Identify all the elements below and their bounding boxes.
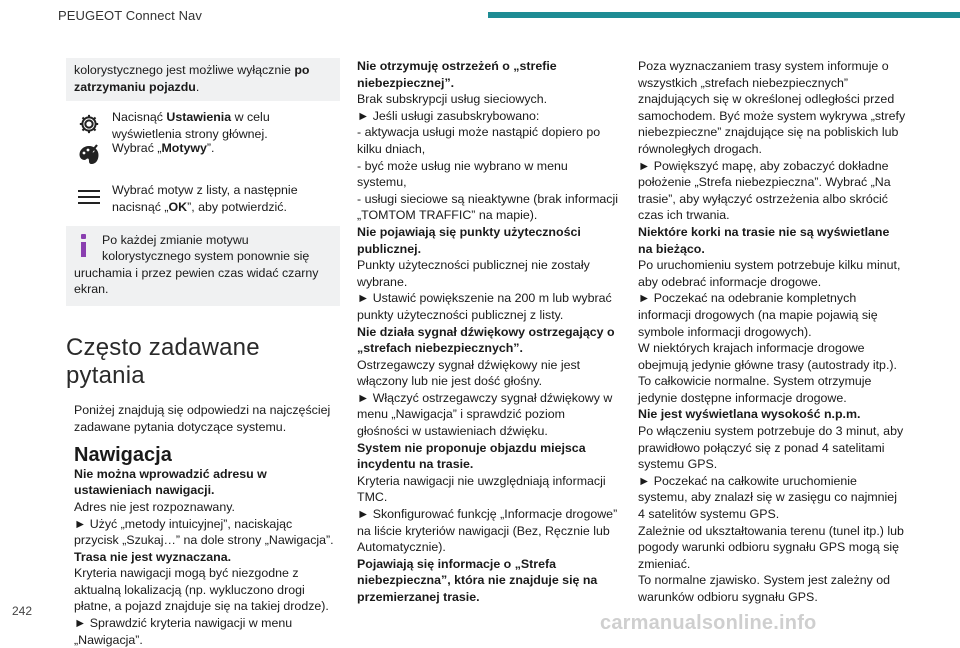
page-number: 242 bbox=[12, 604, 33, 618]
faq-answer-line: To całkowicie normalne. System otrzymuje jedynie dostępne informacje drogowe. bbox=[638, 374, 872, 405]
faq-question: System nie proponuje objazdu miejsca incydentu na trasie. bbox=[357, 440, 586, 472]
header-title: PEUGEOT Connect Nav bbox=[58, 8, 202, 23]
info-icon bbox=[78, 234, 88, 258]
faq-answer-line: Ostrzegawczy sygnał dźwiękowy nie jest włączony lub nie jest dość głośny. bbox=[357, 357, 581, 389]
faq-intro: Poniżej znajdują się odpowiedzi na najczęściej zadawane pytania dotyczące systemu. bbox=[74, 402, 331, 434]
faq-answer-line: ► Poczekać na całkowite uruchomienie systemu, aby znalazł się w zasięgu co najmniej 4 satelitów systemu GPS. bbox=[638, 473, 897, 522]
faq-answer-line: ► Sprawdzić kryteria nawigacji w menu „Nawigacja”. bbox=[74, 616, 293, 647]
nav-section-title: Nawigacja bbox=[74, 444, 172, 467]
faq-answer-line: Zależnie od ukształtowania terenu (tunel itp.) lub pogody warunki odbioru sygnału GPS mogą się zmieniać. bbox=[638, 523, 904, 571]
faq-question: Nie jest wyświetlana wysokość n.p.m. bbox=[638, 407, 861, 422]
step-settings-bold: Ustawienia bbox=[166, 110, 232, 125]
step-themes bbox=[74, 140, 340, 170]
faq-question: Pojawiają się informacje o „Strefa niebezpieczna”, która nie znajduje się na przemierzanej trasie. bbox=[357, 556, 598, 604]
palette-icon bbox=[74, 140, 104, 170]
faq-answer-line: Punkty użyteczności publicznej nie zostały wybrane. bbox=[357, 258, 590, 289]
faq-answer-line: ► Powiększyć mapę, aby zobaczyć dokładne położenie „Strefa niebezpieczna”. Wybrać „Na trasie”, aby wyłączyć ostrzeżenia albo skrócić czas ich trwania. bbox=[638, 158, 891, 223]
faq-answer-line: ► Włączyć ostrzegawczy sygnał dźwiękowy w menu „Nawigacja” i sprawdzić poziom głośności w ustawieniach dźwięku. bbox=[357, 390, 613, 439]
col1-faq-items bbox=[74, 466, 340, 648]
step-themes-text bbox=[112, 140, 340, 157]
faq-answer-line: Brak subskrypcji usług sieciowych. bbox=[357, 92, 548, 107]
faq-answer-line: - usługi sieciowe są nieaktywne (brak informacji „TOMTOM TRAFFIC” na mapie). bbox=[357, 191, 618, 223]
faq-question: Trasa nie jest wyznaczana. bbox=[74, 549, 232, 564]
faq-answer-line: ► Poczekać na odebranie kompletnych informacji drogowych (na mapie pojawią się symbole informacji drogowych). bbox=[638, 291, 878, 339]
faq-answer-line: Po uruchomieniu system potrzebuje kilku minut, aby odebrać informacje drogowe. bbox=[638, 258, 901, 289]
step-select-theme bbox=[74, 182, 340, 215]
step-select-post: ”, aby potwierdzić. bbox=[187, 199, 287, 214]
faq-question: Niektóre korki na trasie nie są wyświetlane na bieżąco. bbox=[638, 224, 890, 256]
faq-question: Nie można wprowadzić adresu w ustawieniach nawigacji. bbox=[74, 466, 267, 498]
column-3 bbox=[638, 58, 906, 606]
info-text: Po każdej zmianie motywu kolorystycznego system ponownie się uruchamia i przez pewien czas widać czarny ekran. bbox=[74, 232, 319, 297]
step-settings-text bbox=[112, 109, 340, 142]
faq-question: Nie otrzymuję ostrzeżeń o „strefie niebezpiecznej”. bbox=[357, 59, 557, 90]
column-2 bbox=[357, 58, 619, 606]
column-1 bbox=[66, 58, 340, 648]
header-accent-bar bbox=[488, 12, 960, 18]
note-text-before: kolorystycznego jest możliwe wyłącznie bbox=[74, 63, 295, 77]
note-text-after: . bbox=[195, 79, 200, 94]
faq-answer-line: ► Skonfigurować funkcję „Informacje drogowe” na liście kryteriów nawigacji (Bez, Ręcznie lub Automatycznie). bbox=[357, 507, 618, 555]
menu-lines-icon bbox=[74, 182, 104, 212]
step-themes-bold: Motywy bbox=[161, 141, 207, 156]
faq-answer-line: Poza wyznaczaniem trasy system informuje o wszystkich „strefach niebezpiecznych” znajdujących się w określonej odległości przed samochodem. Być może system wykrywa „strefy niebezpieczne” znajdujące się na pobliskich lub równoległych drogach. bbox=[638, 59, 906, 156]
faq-answer-line: Po włączeniu system potrzebuje do 3 minut, aby prawidłowo połączyć się z ponad 4 satelitami systemu GPS. bbox=[638, 424, 904, 472]
watermark: carmanualsonline.info bbox=[600, 612, 817, 634]
step-select-pre: Wybrać motyw z listy, a następnie nacisnąć „ bbox=[112, 183, 298, 214]
faq-answer-line: Adres nie jest rozpoznawany. bbox=[74, 499, 235, 514]
step-themes-pre: Wybrać „ bbox=[112, 141, 162, 156]
faq-answer-line: ► Ustawić powiększenie na 200 m lub wybrać punkty użyteczności publicznej z listy. bbox=[357, 291, 612, 322]
faq-answer-line: - być może usług nie wybrano w menu systemu, bbox=[357, 158, 568, 190]
step-select-bold: OK bbox=[168, 199, 188, 214]
faq-answer-line: W niektórych krajach informacje drogowe obejmują jedynie główne trasy (autostrady itp.). bbox=[638, 341, 897, 372]
step-settings-pre: Nacisnąć bbox=[112, 110, 167, 125]
info-box bbox=[66, 226, 340, 306]
faq-question: Nie pojawiają się punkty użyteczności publicznej. bbox=[357, 224, 581, 256]
faq-answer-line: ► Użyć „metody intuicyjnej”, naciskając przycisk „Szukaj…” na dole strony „Nawigacja”. bbox=[74, 516, 334, 548]
faq-answer-line: Kryteria nawigacji nie uwzględniają informacji TMC. bbox=[357, 473, 606, 505]
step-settings-post: w celu wyświetlenia strony głównej. bbox=[112, 110, 270, 141]
faq-answer-line: To normalne zjawisko. System jest zależny od warunków odbioru sygnału GPS. bbox=[638, 573, 891, 604]
faq-answer-line: ► Jeśli usługi zasubskrybowano: bbox=[357, 108, 540, 123]
faq-answer-line: - aktywacja usługi może nastąpić dopiero po kilku dniach, bbox=[357, 125, 601, 156]
faq-title: Często zadawane pytania bbox=[66, 333, 260, 389]
note-box bbox=[66, 58, 340, 101]
step-themes-post: ”. bbox=[206, 141, 215, 156]
faq-answer-line: Kryteria nawigacji mogą być niezgodne z aktualną lokalizacją (np. wykluczono drogi płatne, a pojazd znajduje się na takiej drodze). bbox=[74, 566, 329, 614]
step-settings bbox=[74, 109, 340, 142]
faq-question: Nie działa sygnał dźwiękowy ostrzegający o „strefach niebezpiecznych”. bbox=[357, 324, 615, 356]
gear-icon bbox=[74, 109, 104, 139]
note-text-bold: po zatrzymaniu pojazdu bbox=[74, 63, 310, 94]
step-select-theme-text bbox=[112, 182, 340, 215]
